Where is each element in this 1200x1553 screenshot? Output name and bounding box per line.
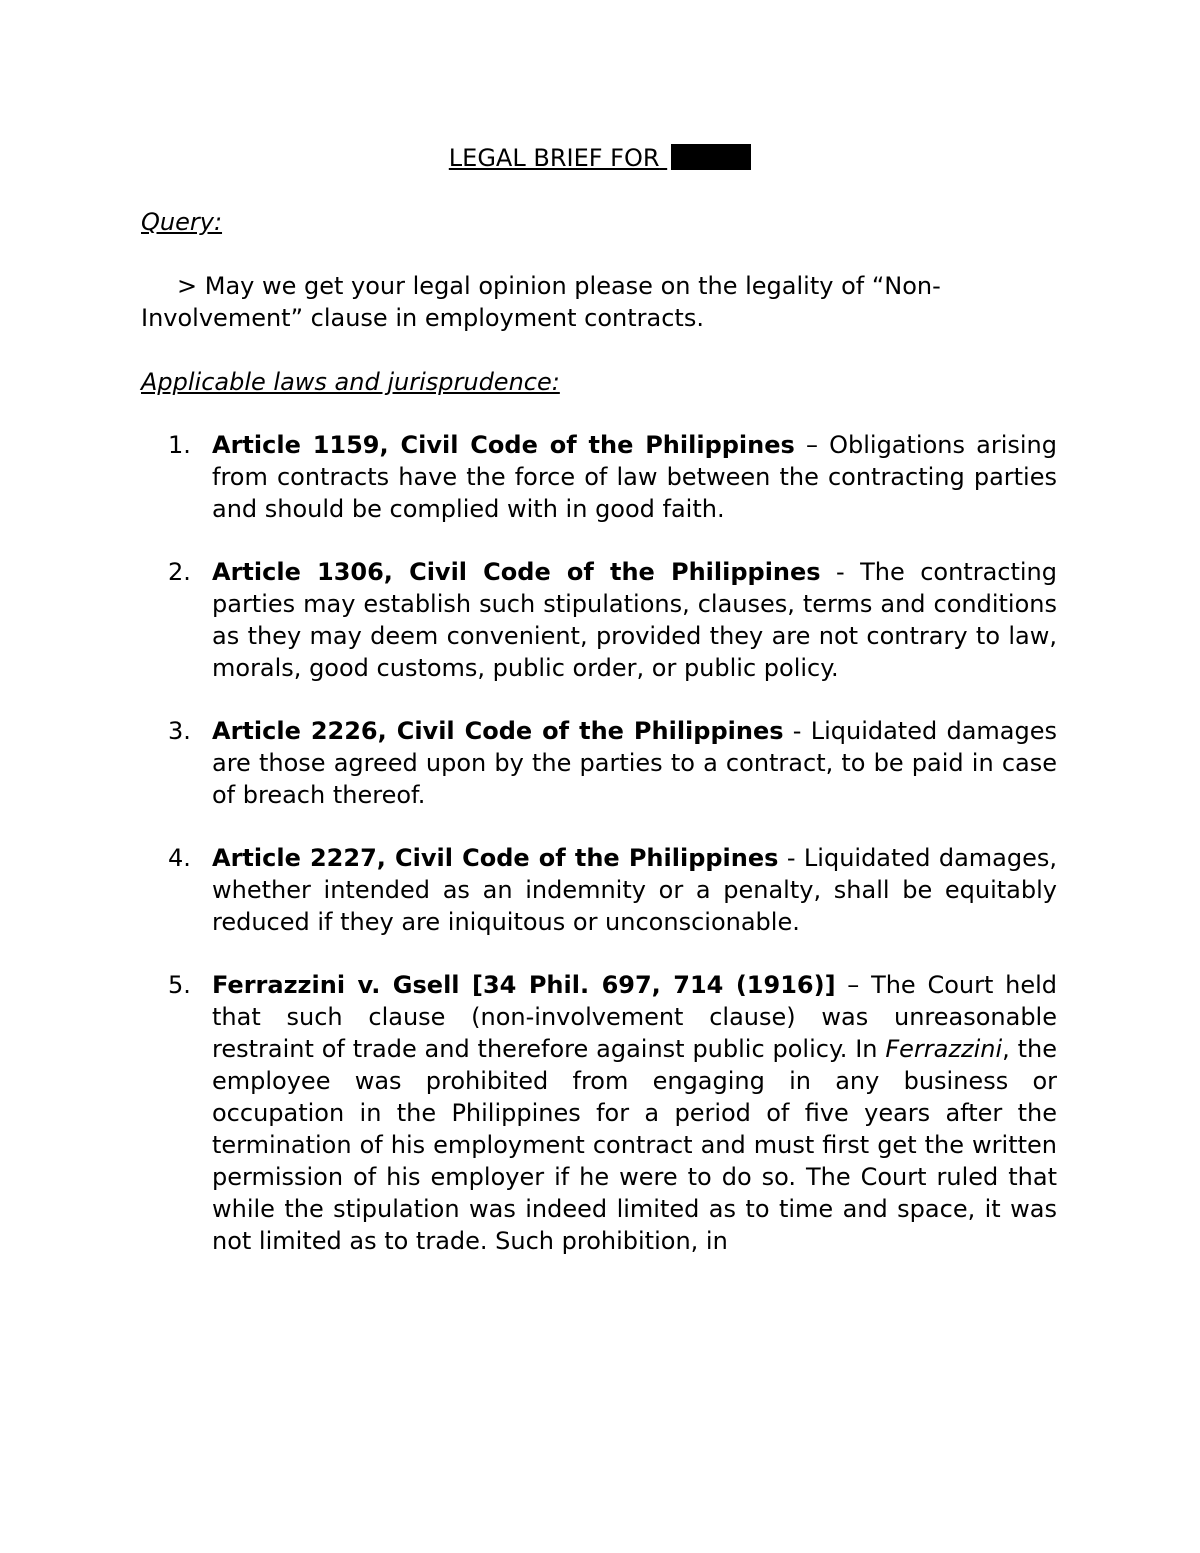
laws-list <box>0 429 1058 1288</box>
list-item <box>168 842 1057 938</box>
item-number: 1. <box>168 431 191 459</box>
item-title: Article 2226, Civil Code of the Philippines <box>212 717 784 745</box>
item-title: Article 1306, Civil Code of the Philippines <box>212 558 821 586</box>
item-number: 4. <box>168 844 191 872</box>
item-text-part-b: , the employee was prohibited from engaging in any business or occupation in the Philippines for a period of five years after the termination of his employment contract and must first get the written permission of his employer if he were to do so. The Court ruled that while the stipulation was indeed limited as to time and space, it was not limited as to trade. Such prohibition, in <box>212 1035 1057 1255</box>
case-name-italic: Ferrazzini <box>885 1035 1003 1063</box>
list-item <box>168 429 1057 525</box>
item-number: 3. <box>168 717 191 745</box>
item-title: Article 1159, Civil Code of the Philippines <box>212 431 795 459</box>
item-text: Obligations arising from contracts have the force of law between the contracting parties and should be complied with in good faith. <box>212 431 1057 523</box>
item-separator: - <box>783 717 811 745</box>
item-separator: - <box>820 558 861 586</box>
list-item <box>168 715 1057 811</box>
item-title: Ferrazzini v. Gsell [34 Phil. 697, 714 (1916)] <box>212 971 836 999</box>
item-text-part-a: The Court held that such clause (non-involvement clause) was unreasonable restraint of trade and therefore against public policy. In <box>212 971 1058 1063</box>
item-number: 2. <box>168 558 191 586</box>
list-item <box>168 969 1058 1257</box>
item-number: 5. <box>168 971 191 999</box>
document-title <box>0 142 1200 174</box>
item-separator: - <box>778 844 804 872</box>
item-text: Liquidated damages, whether intended as an indemnity or a penalty, shall be equitably reduced if they are iniquitous or unconscionable. <box>212 844 1057 936</box>
item-separator: – <box>794 431 830 459</box>
list-item <box>168 556 1058 684</box>
redaction-block <box>671 144 751 170</box>
item-title: Article 2227, Civil Code of the Philippines <box>212 844 779 872</box>
item-text: The contracting parties may establish such stipulations, clauses, terms and conditions as they may deem convenient, provided they are not contrary to law, morals, good customs, public order, or public policy. <box>212 558 1058 682</box>
query-text: > May we get your legal opinion please on the legality of “Non-Involvement” clause in employment contracts. <box>141 272 941 332</box>
laws-heading: Applicable laws and jurisprudence: <box>141 368 560 396</box>
query-heading: Query: <box>141 208 223 236</box>
item-text: Liquidated damages are those agreed upon by the parties to a contract, to be paid in case of breach thereof. <box>212 717 1057 809</box>
item-separator: – <box>835 971 872 999</box>
title-text: LEGAL BRIEF FOR <box>448 144 660 172</box>
